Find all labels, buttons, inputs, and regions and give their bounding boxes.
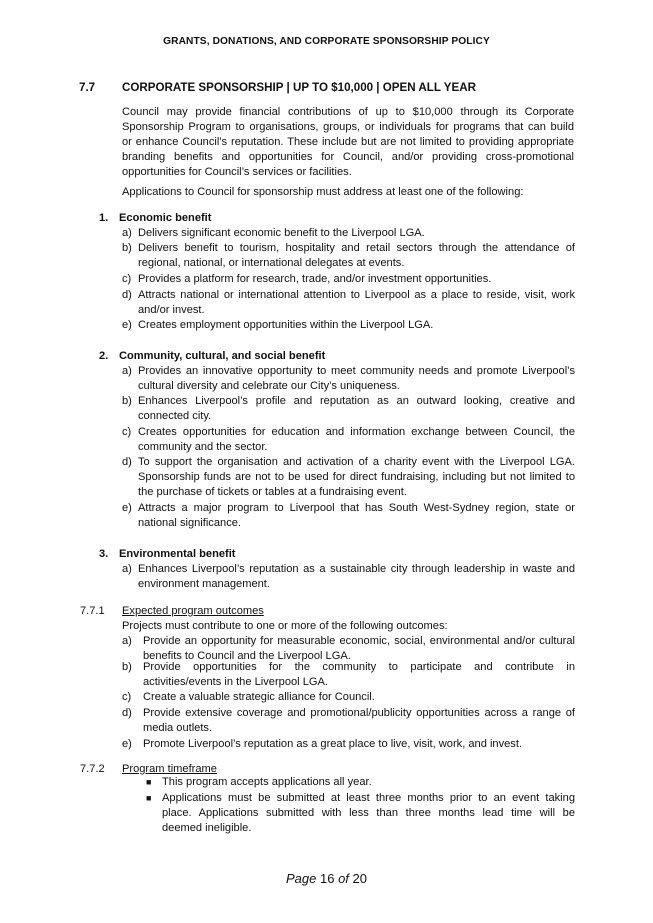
subsection-number: 7.7.1 <box>80 605 105 617</box>
list-item <box>138 272 575 287</box>
item-line: national significance. <box>138 517 241 529</box>
item-line: Provides an innovative opportunity to meet community needs and promote Liverpool’s <box>138 365 575 377</box>
item-line: regional, national, or international delegates at events. <box>138 257 405 269</box>
category-number: 2. <box>99 350 109 362</box>
list-item <box>138 288 575 318</box>
category-title: Environmental benefit <box>119 548 236 560</box>
list-item <box>143 706 575 736</box>
list-item <box>138 501 575 531</box>
document-header: GRANTS, DONATIONS, AND CORPORATE SPONSORSHIP POLICY <box>163 36 490 47</box>
bullet-icon: ■ <box>146 793 152 803</box>
section-number: 7.7 <box>79 81 96 94</box>
item-line: Provide extensive coverage and promotional/publicity opportunities across a range of <box>143 707 575 719</box>
item-letter: b) <box>122 661 132 673</box>
bullet-line: This program accepts applications all year. <box>162 776 372 788</box>
item-letter: a) <box>122 635 132 647</box>
item-letter: b) <box>122 242 132 254</box>
list-item <box>138 455 575 500</box>
item-line: Provide an opportunity for measurable economic, social, environmental and/or cultural <box>143 635 575 647</box>
list-item <box>143 737 575 752</box>
intro-line: or enhance Council’s reputation. These include but are not limited to providing appropriate <box>122 136 574 148</box>
item-line: activities/events in the Liverpool LGA. <box>143 676 328 688</box>
item-line: Creates employment opportunities within the Liverpool LGA. <box>138 319 434 331</box>
item-letter: d) <box>122 289 132 301</box>
item-line: Enhances Liverpool’s reputation as a sustainable city through leadership in waste and <box>138 563 575 575</box>
item-line: benefits to Council and the Liverpool LGA. <box>143 650 351 662</box>
list-item <box>143 660 575 690</box>
bullet-item <box>162 775 575 790</box>
intro-line: opportunities for Council’s services or facilities. <box>122 166 352 178</box>
applications-paragraph: Applications to Council for sponsorship must address at least one of the following: <box>122 186 524 198</box>
item-line: and/or invest. <box>138 304 205 316</box>
item-line: Create a valuable strategic alliance for Council. <box>143 691 375 703</box>
item-letter: c) <box>122 691 132 703</box>
footer-page-word: Page <box>285 871 317 886</box>
item-letter: a) <box>122 365 132 377</box>
item-line: Sponsorship funds are not to be used for direct fundraising, including but not limited to <box>138 471 575 483</box>
item-line: cultural diversity and celebrate our City’s uniqueness. <box>138 380 400 392</box>
list-item <box>138 364 575 394</box>
item-line: Attracts national or international attention to Liverpool as a place to reside, visit, work <box>138 289 575 301</box>
bullet-line: place. Applications submitted with less than three months lead time will be <box>162 807 575 819</box>
item-line: Promote Liverpool’s reputation as a great place to live, visit, work, and invest. <box>143 738 523 750</box>
list-item <box>138 226 575 241</box>
item-letter: c) <box>122 273 132 285</box>
item-letter: e) <box>122 319 132 331</box>
page-footer <box>0 871 653 886</box>
footer-page-total: 20 <box>352 871 368 886</box>
footer-page-number: 16 <box>319 871 335 886</box>
subsection-number: 7.7.2 <box>80 763 105 775</box>
list-item <box>138 394 575 424</box>
intro-line: branding benefits and opportunities for Council, and/or providing cross-promotional <box>122 151 574 163</box>
item-letter: e) <box>122 502 132 514</box>
intro-line: Sponsorship Program to organisations, groups, or individuals for programs that can build <box>122 121 574 133</box>
item-line: Attracts a major program to Liverpool that has South West-Sydney region, state or <box>138 502 575 514</box>
category-title: Economic benefit <box>119 212 212 224</box>
item-letter: d) <box>122 707 132 719</box>
bullet-line: deemed ineligible. <box>162 822 252 834</box>
item-line: Provides a platform for research, trade, and/or investment opportunities. <box>138 273 492 285</box>
item-letter: e) <box>122 738 132 750</box>
bullet-item <box>162 791 575 836</box>
item-letter: c) <box>122 426 132 438</box>
list-item <box>138 425 575 455</box>
item-line: Provide opportunities for the community to participate and contribute in <box>143 661 575 673</box>
item-letter: a) <box>122 227 132 239</box>
item-letter: d) <box>122 456 132 468</box>
intro-line: Council may provide financial contributions of up to $10,000 through its Corporate <box>122 106 574 118</box>
footer-of-word: of <box>338 871 349 886</box>
list-item <box>143 690 575 705</box>
item-line: Delivers benefit to tourism, hospitality and retail sectors through the attendance of <box>138 242 575 254</box>
list-item <box>138 562 575 592</box>
section-title: CORPORATE SPONSORSHIP | UP TO $10,000 | OPEN ALL YEAR <box>122 81 476 94</box>
outcomes-intro: Projects must contribute to one or more of the following outcomes: <box>122 620 448 632</box>
list-item <box>138 241 575 271</box>
category-number: 1. <box>99 212 109 224</box>
item-line: community and the sector. <box>138 441 268 453</box>
list-item <box>138 318 575 333</box>
bullet-icon: ■ <box>146 777 152 787</box>
item-line: the purchase of tickets or tables at a fundraising event. <box>138 486 407 498</box>
item-letter: a) <box>122 563 132 575</box>
item-line: media outlets. <box>143 722 213 734</box>
item-line: connected city. <box>138 410 212 422</box>
item-line: To support the organisation and activation of a charity event with the Liverpool LGA. <box>138 456 575 468</box>
item-letter: b) <box>122 395 132 407</box>
bullet-line: Applications must be submitted at least three months prior to an event taking <box>162 792 575 804</box>
item-line: Creates opportunities for education and information exchange between Council, the <box>138 426 575 438</box>
subsection-title: Expected program outcomes <box>122 605 264 617</box>
item-line: Enhances Liverpool’s profile and reputation as an outward looking, creative and <box>138 395 575 407</box>
category-title: Community, cultural, and social benefit <box>119 350 326 362</box>
intro-paragraph <box>122 105 574 180</box>
item-line: Delivers significant economic benefit to the Liverpool LGA. <box>138 227 425 239</box>
subsection-title: Program timeframe <box>122 763 217 775</box>
item-line: environment management. <box>138 578 270 590</box>
category-number: 3. <box>99 548 109 560</box>
